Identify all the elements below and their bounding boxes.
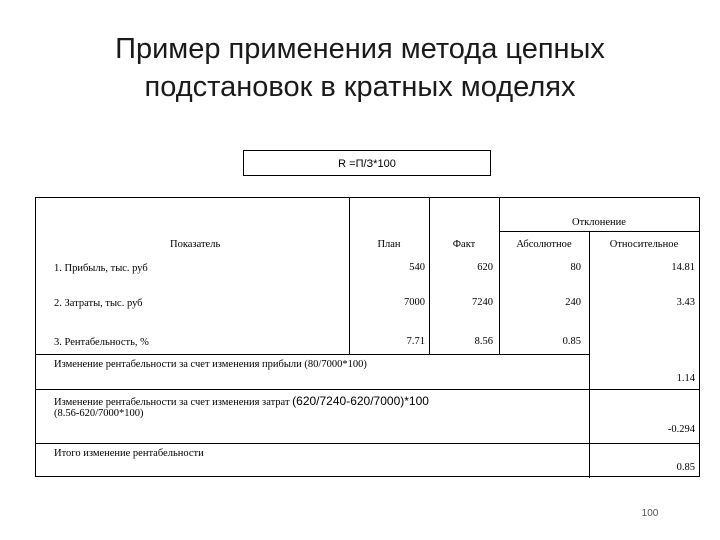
- formula-box: R =П/З*100: [243, 150, 491, 176]
- header-indicator: Показатель: [170, 239, 221, 250]
- summary-2-formula: (620/7240-620/7000)*100: [292, 394, 429, 408]
- summary-1-value: 1.14: [676, 373, 695, 384]
- row-3-label: 3. Рентабельность, %: [54, 337, 149, 348]
- header-fact: Факт: [452, 239, 476, 250]
- col-divider-fact: [429, 198, 430, 354]
- row-2-label: 2. Затраты, тыс. руб: [54, 298, 143, 309]
- summary-line-2: [36, 389, 699, 390]
- col-divider-plan: [349, 198, 350, 354]
- summary-3-value: 0.85: [676, 462, 695, 473]
- header-relative: Относительное: [609, 239, 679, 250]
- deviation-underline: [499, 231, 699, 232]
- row-2-relative: 3.43: [676, 297, 695, 308]
- summary-1-label: Изменение рентабельности за счет изменения прибыли (80/7000*100): [54, 359, 367, 370]
- row-1-absolute: 80: [570, 262, 581, 273]
- page-number: 100: [641, 508, 659, 519]
- row-1-fact: 620: [477, 262, 493, 273]
- row-2-fact: 7240: [472, 297, 493, 308]
- row-1-label: 1. Прибыль, тыс. руб: [54, 263, 148, 274]
- header-plan: План: [377, 239, 401, 250]
- row-3-plan: 7.71: [406, 336, 425, 347]
- data-table: [35, 197, 700, 477]
- row-1-plan: 540: [409, 262, 425, 273]
- row-1-relative: 14.81: [671, 262, 695, 273]
- summary-line-3: [36, 443, 699, 444]
- title-line-2: подстановок в кратных моделях: [144, 71, 576, 103]
- summary-2-text: Изменение рентабельности за счет изменения затрат: [54, 397, 290, 408]
- row-2-plan: 7000: [404, 297, 425, 308]
- row-2-absolute: 240: [565, 297, 581, 308]
- slide-title: [0, 30, 720, 106]
- header-absolute: Абсолютное: [516, 239, 572, 250]
- summary-2-value: -0.294: [667, 424, 695, 435]
- summary-2-subformula: (8.56-620/7000*100): [54, 408, 144, 419]
- summary-3-label: Итого изменение рентабельности: [54, 448, 204, 459]
- summary-top-line: [36, 354, 589, 355]
- row-3-fact: 8.56: [474, 336, 493, 347]
- summary-2-label: [54, 394, 429, 408]
- title-line-1: Пример применения метода цепных: [115, 33, 605, 65]
- header-deviation: Отклонение: [572, 217, 626, 228]
- row-3-absolute: 0.85: [562, 336, 581, 347]
